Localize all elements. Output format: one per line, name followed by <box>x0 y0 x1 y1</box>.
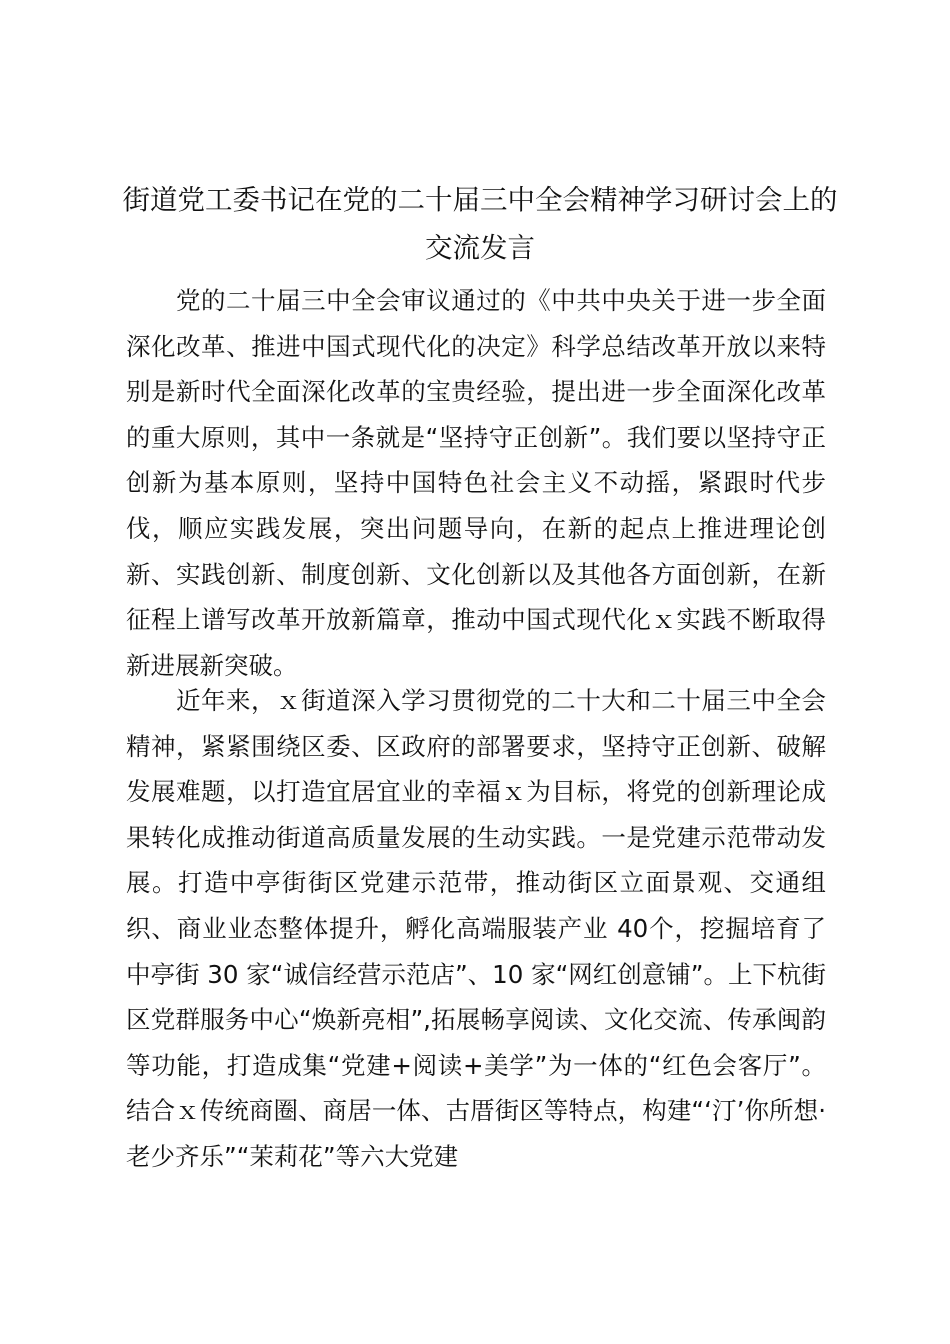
document-title: 街道党工委书记在党的二十届三中全会精神学习研讨会上的交流发言 <box>122 184 838 264</box>
body-paragraph-2: 近年来，ｘ街道深入学习贯彻党的二十大和二十届三中全会精神，紧紧围绕区委、区政府的部署要求，坚持守正创新、破解发展难题，以打造宜居宜业的幸福ｘ为目标，将党的创新理论成果转化成推动街道高质量发展的生动实践。一是党建示范带动发展。打造中亭街街区党建示范带，推动街区立面景观、交通组织、商业业态整体提升，孵化高端服装产业 40个，挖掘培育了中亭街 30 家“诚信经营示范店”、10 家“网红创意铺”。上下杭街区党群服务中心“焕新亮相”,拓展畅享阅读、文化交流、传承闽韵等功能，打造成集“党建+阅读+美学”为一体的“红色会客厅”。结合ｘ传统商圈、商居一体、古厝街区等特点，构建“‘汀’你所想·老少齐乐”“茉莉花”等六大党建 <box>126 686 826 1171</box>
body-paragraph-1: 党的二十届三中全会审议通过的《中共中央关于进一步全面深化改革、推进中国式现代化的决定》科学总结改革开放以来特别是新时代全面深化改革的宝贵经验，提出进一步全面深化改革的重大原则，其中一条就是“坚持守正创新”。我们要以坚持守正创新为基本原则，坚持中国特色社会主义不动摇，紧跟时代步伐，顺应实践发展，突出问题导向，在新的起点上推进理论创新、实践创新、制度创新、文化创新以及其他各方面创新，在新征程上谱写改革开放新篇章，推动中国式现代化ｘ实践不断取得新进展新突破。 <box>126 286 826 680</box>
